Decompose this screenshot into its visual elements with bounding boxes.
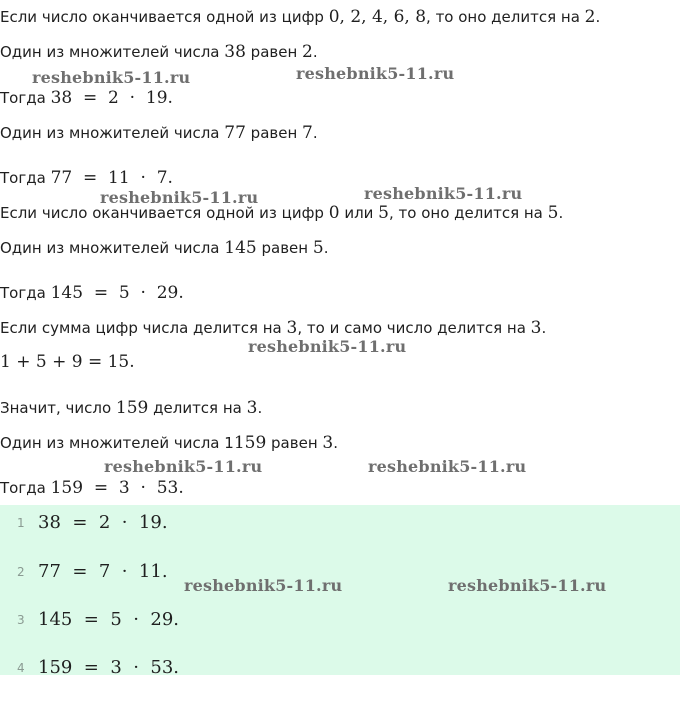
watermark: reshebnik5-11.ru xyxy=(32,68,191,87)
text-line: Тогда 77 = 11 · 7. xyxy=(0,168,173,188)
watermark: reshebnik5-11.ru xyxy=(448,576,607,595)
text-line: Тогда 38 = 2 · 19. xyxy=(0,88,173,108)
text-line: Один из множителей числа 145 равен 5. xyxy=(0,238,329,258)
text-line: 1 + 5 + 9 = 15. xyxy=(0,352,135,372)
watermark: reshebnik5-11.ru xyxy=(368,457,527,476)
row-number: 3 xyxy=(17,613,25,627)
watermark: reshebnik5-11.ru xyxy=(296,64,455,83)
text-line: Один из множителей числа 38 равен 2. xyxy=(0,42,318,62)
text-line: Один из множителей числа 77 равен 7. xyxy=(0,123,318,143)
watermark: reshebnik5-11.ru xyxy=(184,576,343,595)
watermark: reshebnik5-11.ru xyxy=(364,184,523,203)
answer-expression: 77 = 7 · 11. xyxy=(38,561,168,582)
watermark: reshebnik5-11.ru xyxy=(248,337,407,356)
watermark: reshebnik5-11.ru xyxy=(104,457,263,476)
answer-expression: 159 = 3 · 53. xyxy=(38,657,180,678)
row-number: 2 xyxy=(17,565,25,579)
watermark: reshebnik5-11.ru xyxy=(100,188,259,207)
answer-expression: 38 = 2 · 19. xyxy=(38,512,168,533)
text-line: Значит, число 159 делится на 3. xyxy=(0,398,263,418)
answer-expression: 145 = 5 · 29. xyxy=(38,609,180,630)
text-line: Один из множителей числа 1159 равен 3. xyxy=(0,433,339,453)
text-line: Тогда 159 = 3 · 53. xyxy=(0,478,184,498)
text-line: Тогда 145 = 5 · 29. xyxy=(0,283,184,303)
row-number: 1 xyxy=(17,516,25,530)
row-number: 4 xyxy=(17,661,25,675)
text-line: Если сумма цифр числа делится на 3, то и само число делится на 3. xyxy=(0,318,547,338)
text-line: Если число оканчивается одной из цифр 0 или 5, то оно делится на 5. xyxy=(0,203,564,223)
text-line: Если число оканчивается одной из цифр 0, 2, 4, 6, 8, то оно делится на 2. xyxy=(0,7,601,27)
